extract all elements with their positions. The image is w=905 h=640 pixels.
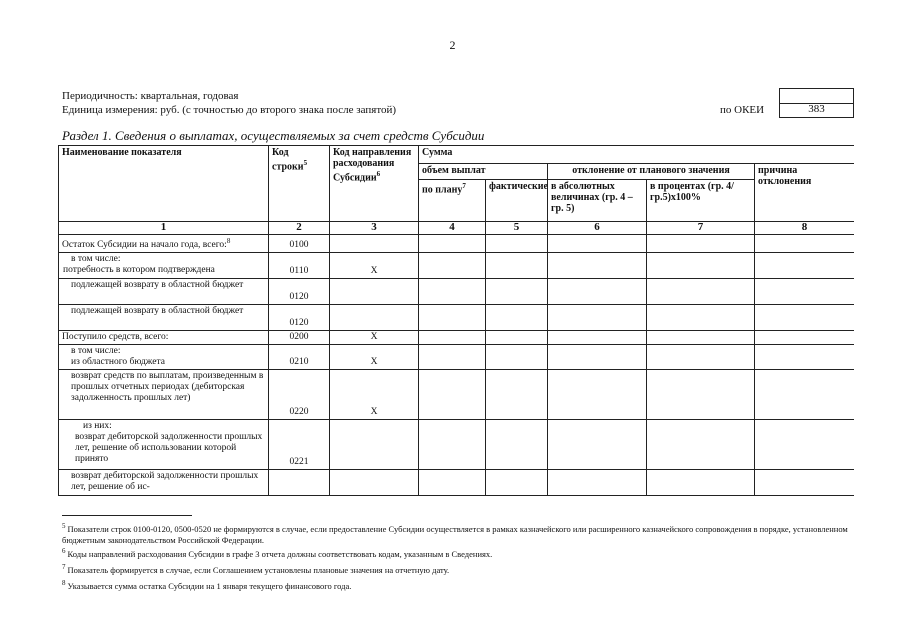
table-row: [59, 235, 855, 253]
row-code: 0220: [269, 370, 330, 420]
row-direction: [330, 279, 419, 305]
footnote: $^7$ Показатель формируется в случае, если Соглашением установлены плановые значения на отчетную дату.: [62, 563, 450, 575]
report-table-wrapper: [58, 145, 854, 497]
row-code: 0100: [269, 235, 330, 253]
row-name: Поступило средств, всего:: [59, 331, 269, 345]
row-name: из них: возврат дебиторской задолженности прошлых лет, решение об использовании которой принято: [59, 420, 269, 470]
table-row: [59, 253, 855, 279]
header-code: Код строки$^5$: [269, 146, 330, 222]
row-direction: X: [330, 331, 419, 345]
table-row: [59, 345, 855, 370]
row-direction: [330, 235, 419, 253]
section-title: Раздел 1. Сведения о выплатах, осуществляемых за счет средств Субсидии: [62, 128, 485, 143]
col-number: 7: [647, 222, 755, 235]
header-sum: Сумма: [419, 146, 855, 164]
table-row: [59, 470, 855, 496]
table-row: [59, 420, 855, 470]
col-number: 3: [330, 222, 419, 235]
row-code: 0221: [269, 420, 330, 470]
row-code: 0110: [269, 253, 330, 279]
periodicity-text: Периодичность: квартальная, годовая: [62, 90, 239, 102]
header-fact: фактические: [486, 180, 548, 222]
row-direction: [330, 420, 419, 470]
header-name: Наименование показателя: [59, 146, 269, 222]
row-code: 0120: [269, 305, 330, 331]
row-name: подлежащей возврату в областной бюджет: [59, 305, 269, 331]
report-table: [58, 145, 854, 496]
row-name: подлежащей возврату в областной бюджет: [59, 279, 269, 305]
table-row: [59, 305, 855, 331]
row-code: [269, 470, 330, 496]
row-name: Остаток Субсидии на начало года, всего:$^8$: [59, 235, 269, 253]
footnote: $^8$ Указывается сумма остатка Субсидии на 1 января текущего финансового года.: [62, 579, 352, 591]
header-volume: объем выплат: [419, 164, 548, 180]
row-direction: X: [330, 345, 419, 370]
col-number: 1: [59, 222, 269, 235]
header-deviation: отклонение от планового значения: [548, 164, 755, 180]
header-reason: причина отклонения: [755, 164, 855, 222]
page-number: 2: [449, 38, 456, 52]
row-name: в том числе: потребность в котором подтверждена: [59, 253, 269, 279]
col-number: 4: [419, 222, 486, 235]
okei-value: 383: [779, 102, 854, 118]
footnote: $^5$ Показатели строк 0100-0120, 0500-0520 не формируются в случае, если предоставление Субсидии осуществляется в рамках казначейского или расширенного казначейского сопровождения в порядке, установленном бюджетным законодательством Российской Федерации.: [62, 522, 848, 545]
row-direction: X: [330, 253, 419, 279]
row-direction: [330, 470, 419, 496]
table-row: [59, 370, 855, 420]
row-code: 0200: [269, 331, 330, 345]
row-direction: [330, 305, 419, 331]
okei-label: по ОКЕИ: [720, 104, 765, 116]
col-number: 6: [548, 222, 647, 235]
table-row: [59, 331, 855, 345]
row-code: 0120: [269, 279, 330, 305]
header-abs: в абсолютных величинах (гр. 4 – гр. 5): [548, 180, 647, 222]
col-number: 8: [755, 222, 855, 235]
row-code: 0210: [269, 345, 330, 370]
row-name: возврат средств по выплатам, произведенным в прошлых отчетных периодах (дебиторская задолженность прошлых лет): [59, 370, 269, 420]
row-name: возврат дебиторской задолженности прошлых лет, решение об ис-: [59, 470, 269, 496]
header-plan: по плану$^7$: [419, 180, 486, 222]
footnote: $^6$ Коды направлений расходования Субсидии в графе 3 отчета должны соответствовать кодам, указанным в Сведениях.: [62, 547, 493, 559]
header-pct: в процентах (гр. 4/ гр.5)х100%: [647, 180, 755, 222]
header-direction-code: Код направления расходования Субсидии$^6$: [330, 146, 419, 222]
col-number: 5: [486, 222, 548, 235]
row-direction: X: [330, 370, 419, 420]
footnote-divider: [62, 515, 192, 516]
unit-text: Единица измерения: руб. (с точностью до второго знака после запятой): [62, 104, 397, 116]
row-name: в том числе: из областного бюджета: [59, 345, 269, 370]
table-row: [59, 279, 855, 305]
col-number: 2: [269, 222, 330, 235]
